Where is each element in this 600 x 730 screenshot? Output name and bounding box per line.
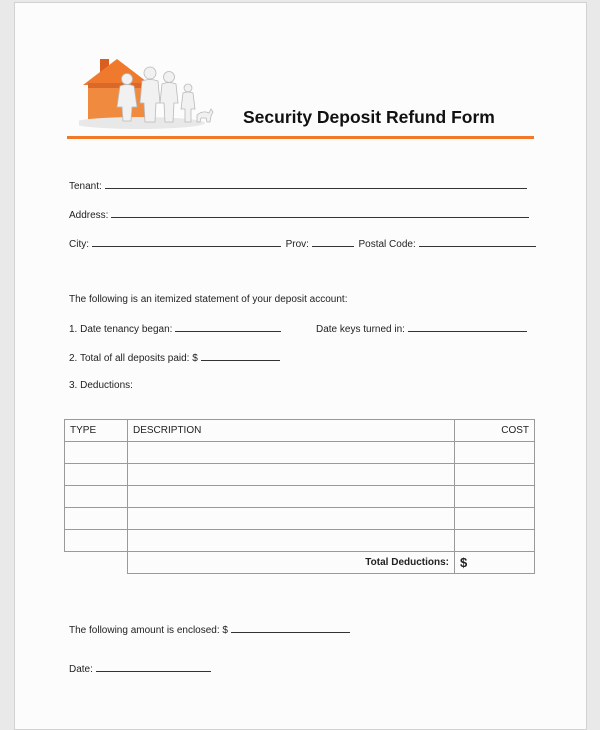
tenancy-began-field[interactable] [175,322,281,332]
description-cell[interactable] [128,464,455,486]
keys-returned-label: Date keys turned in: [316,324,405,335]
prov-field[interactable] [312,237,354,247]
total-deductions-field[interactable]: $ [455,552,535,574]
description-cell[interactable] [128,508,455,530]
cost-cell[interactable] [455,486,535,508]
form-page [14,2,587,730]
deductions-table [64,419,535,574]
address-field[interactable] [111,208,529,218]
tenant-line [69,179,527,192]
type-cell[interactable] [65,508,128,530]
date-line [69,662,211,675]
deductions-label: 3. Deductions: [69,380,133,391]
cost-cell[interactable] [455,508,535,530]
enclosed-label: The following amount is enclosed: $ [69,625,228,636]
type-cell[interactable] [65,530,128,552]
statement-intro: The following is an itemized statement of your deposit account: [69,294,348,305]
address-line [69,208,529,221]
postal-code-label: Postal Code: [358,239,416,250]
description-header: DESCRIPTION [128,420,455,442]
total-deposits-label: 2. Total of all deposits paid: $ [69,353,198,364]
tenant-label: Tenant: [69,181,102,192]
keys-returned-field[interactable] [408,322,527,332]
blank-cell [65,552,128,574]
type-header: TYPE [65,420,128,442]
city-field[interactable] [92,237,281,247]
table-row [65,442,535,464]
city-label: City: [69,239,89,250]
header-rule [67,136,534,139]
type-cell[interactable] [65,442,128,464]
date-field[interactable] [96,662,211,672]
description-cell[interactable] [128,530,455,552]
type-cell[interactable] [65,464,128,486]
total-deposits-line [69,351,280,364]
tenancy-began-label: 1. Date tenancy began: [69,324,173,335]
prov-label: Prov: [285,239,309,250]
type-cell[interactable] [65,486,128,508]
description-cell[interactable] [128,442,455,464]
cost-cell[interactable] [455,530,535,552]
total-deposits-field[interactable] [201,351,280,361]
total-deductions-label: Total Deductions: [128,552,455,574]
description-cell[interactable] [128,486,455,508]
enclosed-line [69,623,350,636]
cost-cell[interactable] [455,464,535,486]
enclosed-amount-field[interactable] [231,623,350,633]
family-house-logo [79,55,215,131]
page-title: Security Deposit Refund Form [243,107,495,127]
date-label: Date: [69,664,93,675]
table-row [65,486,535,508]
cost-cell[interactable] [455,442,535,464]
city-line [69,237,536,250]
address-label: Address: [69,210,109,221]
keys-returned-line [316,322,527,335]
cost-header: COST [455,420,535,442]
postal-code-field[interactable] [419,237,536,247]
tenant-field[interactable] [105,179,527,189]
table-header-row [65,420,535,442]
table-row [65,530,535,552]
total-row [65,552,535,574]
table-row [65,508,535,530]
table-row [65,464,535,486]
tenancy-began-line [69,322,281,335]
